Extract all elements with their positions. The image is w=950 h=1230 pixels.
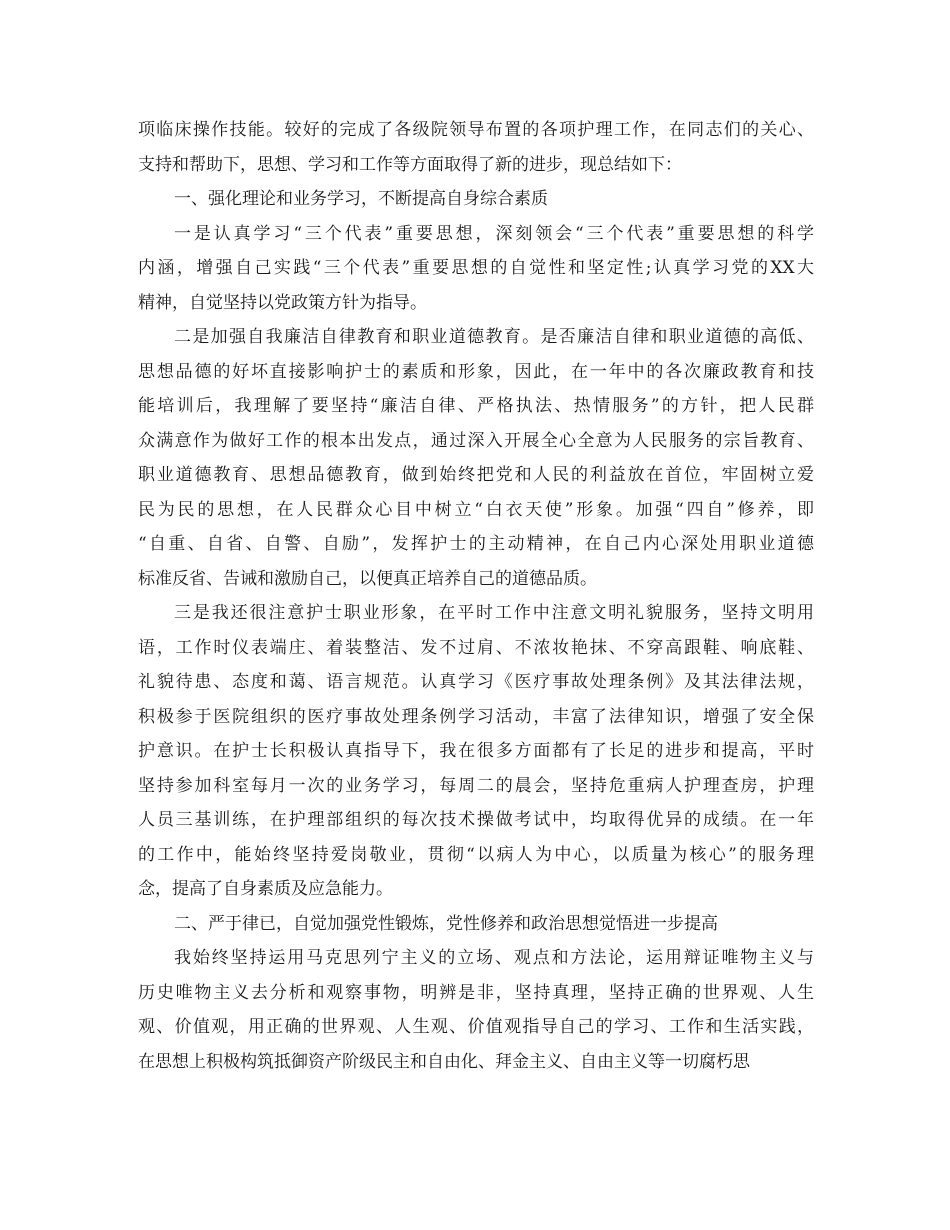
text-line: 项临床操作技能。较好的完成了各级院领导布置的各项护理工作，在同志们的关心、 [138, 120, 814, 140]
text-line: 人员三基训练，在护理部组织的每次技术操做考试中，均取得优异的成绩。在一年 [138, 810, 814, 830]
paragraph [138, 941, 814, 1079]
text-line: 精神，自觉坚持以党政策方针为指导。 [138, 292, 427, 313]
text-line: 能培训后，我理解了要坚持“廉洁自律、严格执法、热情服务”的方针，把人民群 [138, 396, 814, 416]
text-line: 我始终坚持运用马克思列宁主义的立场、观点和方法论，运用辩证唯物主义与 [174, 948, 814, 968]
text-line: 思想品德的好坏直接影响护士的素质和形象，因此，在一年中的各次廉政教育和技 [138, 361, 814, 382]
text-line: “自重、自省、自警、自励”，发挥护士的主动精神，在自己内心深处用职业道德 [138, 534, 814, 554]
text-line: 坚持参加科室每月一次的业务学习，每周二的晨会，坚持危重病人护理查房，护理 [138, 775, 814, 796]
text-line: 一是认真学习“三个代表”重要思想，深刻领会“三个代表”重要思想的科学 [174, 223, 814, 244]
text-line: 的工作中，能始终坚持爱岗敬业，贯彻“以病人为中心，以质量为核心”的服务理 [138, 844, 814, 865]
text-line: 内涵，增强自己实践“三个代表”重要思想的自觉性和坚定性;认真学习党的XX大 [138, 258, 814, 278]
text-line: 积极参于医院组织的医疗事故处理条例学习活动，丰富了法律知识，增强了安全保 [138, 706, 814, 727]
text-line: 二、严于律已，自觉加强党性锻炼，党性修养和政治思想觉悟进一步提高 [174, 913, 718, 934]
text-line: 一、强化理论和业务学习，不断提高自身综合素质 [174, 189, 548, 209]
text-line: 在思想上积极构筑抵御资产阶级民主和自由化、拜金主义、自由主义等一切腐朽思 [138, 1051, 750, 1072]
text-line: 念，提高了自身素质及应急能力。 [138, 879, 393, 899]
paragraph [138, 320, 814, 596]
section-heading [138, 907, 814, 942]
text-line: 礼貌待患、态度和蔼、语言规范。认真学习《医疗事故处理条例》及其法律法规， [138, 672, 814, 692]
text-line: 众满意作为做好工作的根本出发点，通过深入开展全心全意为人民服务的宗旨教育、 [138, 430, 814, 451]
text-line: 支持和帮助下，思想、学习和工作等方面取得了新的进步，现总结如下： [138, 154, 682, 175]
document-body [138, 113, 814, 1079]
text-line: 二是加强自我廉洁自律教育和职业道德教育。是否廉洁自律和职业道德的高低、 [174, 327, 814, 347]
paragraph [138, 113, 814, 182]
text-line: 语，工作时仪表端庄、着装整洁、发不过肩、不浓妆艳抹、不穿高跟鞋、响底鞋、 [138, 637, 814, 658]
text-line: 历史唯物主义去分析和观察事物，明辨是非，坚持真理，坚持正确的世界观、人生 [138, 982, 814, 1003]
text-line: 观、价值观，用正确的世界观、人生观、价值观指导自己的学习、工作和生活实践， [138, 1017, 814, 1037]
text-line: 护意识。在护士长积极认真指导下，我在很多方面都有了长足的进步和提高，平时 [138, 741, 814, 761]
paragraph [138, 596, 814, 907]
text-line: 标准反省、告诫和激励自己，以便真正培养自己的道德品质。 [138, 568, 597, 589]
text-line: 民为民的思想，在人民群众心目中树立“白衣天使”形象。加强“四自”修养，即 [138, 499, 814, 520]
text-line: 三是我还很注意护士职业形象，在平时工作中注意文明礼貌服务，坚持文明用 [174, 603, 814, 623]
text-line: 职业道德教育、思想品德教育，做到始终把党和人民的利益放在首位，牢固树立爱 [138, 465, 814, 485]
section-heading [138, 182, 814, 217]
paragraph [138, 217, 814, 321]
